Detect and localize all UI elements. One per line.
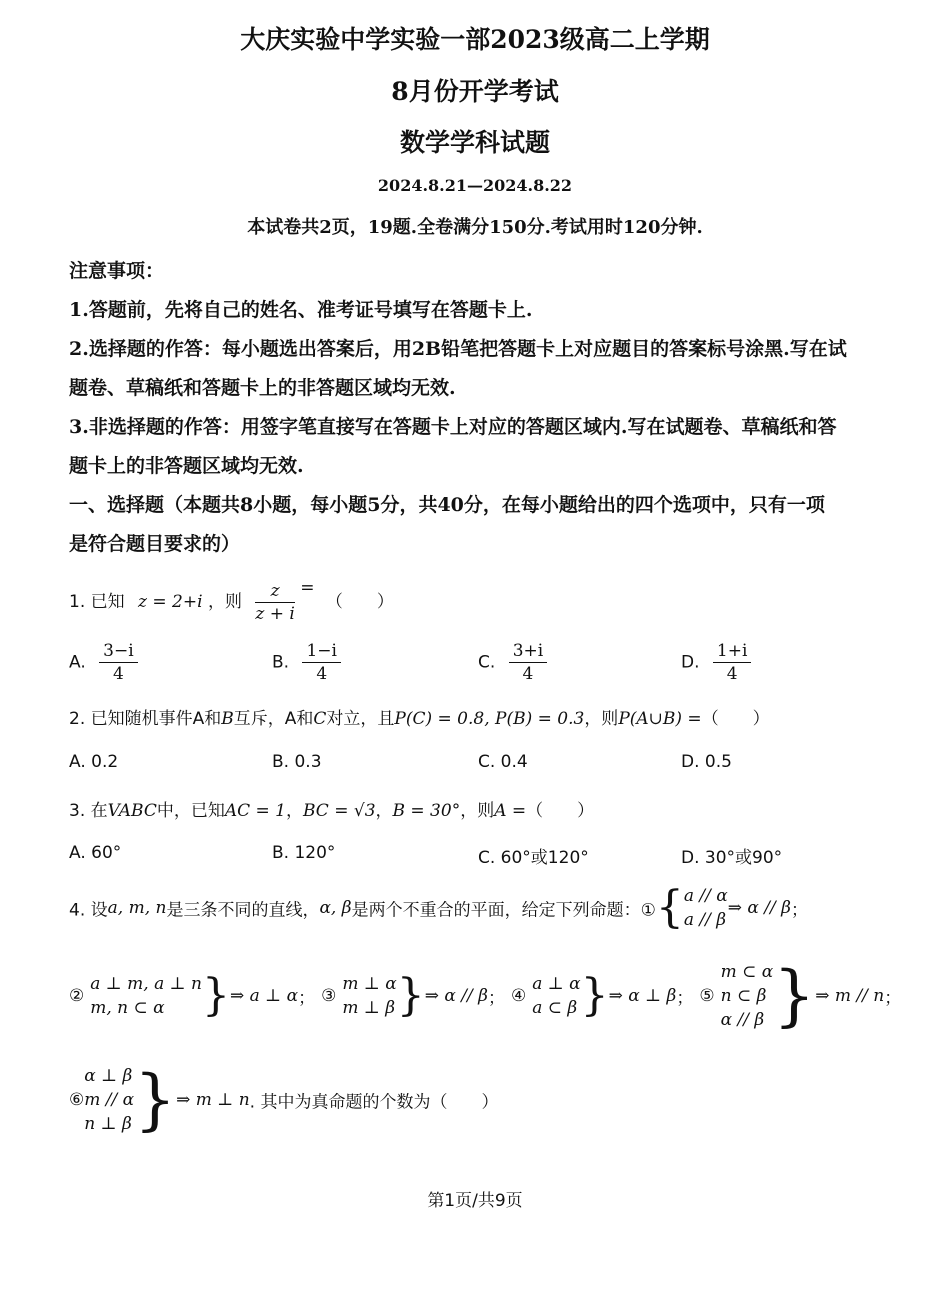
- q2-option-c[interactable]: C. 0.4: [478, 752, 528, 772]
- q1-fraction: [255, 580, 294, 625]
- question-1: [69, 578, 394, 625]
- q1-option-b[interactable]: B. $\frac{1-i}{4}$: [272, 640, 341, 685]
- q2-option-d[interactable]: D. 0.5: [681, 752, 732, 772]
- note-1: 1.答题前，先将自己的姓名、准考证号填写在答题卡上.: [69, 299, 533, 321]
- q2-target: P(A∪B) =: [618, 709, 702, 729]
- q3-option-d[interactable]: D. 30°或90°: [681, 848, 783, 868]
- note-3-line-1: 3.非选择题的作答：用签字笔直接写在答题卡上对应的答题区域内.写在试题卷、草稿纸和答: [69, 416, 837, 438]
- note-2-line-2: 题卷、草稿纸和答题卡上的非答题区域均无效.: [69, 377, 456, 399]
- q1-given: z = 2+i: [138, 592, 203, 612]
- q2-option-a[interactable]: A. 0.2: [69, 752, 119, 772]
- brace-right-icon: }: [773, 957, 816, 1034]
- brace-right-icon: }: [134, 1061, 177, 1138]
- brace-right-icon: }: [202, 970, 230, 1021]
- brace-right-icon: }: [580, 970, 609, 1021]
- q1-option-d[interactable]: D. $\frac{1+i}{4}$: [681, 640, 751, 685]
- q3-option-b[interactable]: B. 120°: [272, 843, 336, 863]
- q1-frac-den: z + i: [255, 603, 295, 624]
- exam-subject: 数学学科试题: [399, 128, 550, 157]
- q1-mid: ，则: [207, 592, 242, 612]
- q4-p2-system: a ⊥ m, a ⊥ n m, n ⊂ α: [90, 974, 202, 1018]
- section-1-heading-line-2: 是符合题目要求的）: [69, 533, 241, 555]
- q1-blank: （ ）: [325, 592, 394, 612]
- question-2: 2. 已知随机事件A和B互斥，A和C对立，且P(C) = 0.8, P(B) = 0.3，则P(A∪B) =（ ）: [69, 709, 770, 729]
- exam-summary: 本试卷共2页，19题.全卷满分150分.考试用时120分钟.: [247, 217, 703, 238]
- note-2-line-1: 2.选择题的作答：每小题选出答案后，用2B铅笔把答题卡上对应题目的答案标号涂黑.写在试: [69, 338, 847, 360]
- q1-frac-num: z: [255, 580, 294, 603]
- exam-subtitle: 8月份开学考试: [391, 77, 559, 106]
- q1-prefix: 1. 已知: [69, 592, 125, 612]
- section-1-heading-line-1: 一、选择题（本题共8小题，每小题5分，共40分，在每小题给出的四个选项中，只有一项: [69, 494, 825, 516]
- brace-right-icon: }: [396, 970, 425, 1021]
- q3-option-c[interactable]: C. 60°或120°: [478, 848, 589, 868]
- q3-triangle: VABC: [107, 801, 157, 821]
- q1-option-a[interactable]: A. $\frac{3-i}{4}$: [69, 640, 138, 685]
- q4-p4-system: a ⊥ α a ⊂ β: [532, 974, 581, 1018]
- brace-left-icon: {: [655, 882, 684, 933]
- note-3-line-2: 题卡上的非答题区域均无效.: [69, 455, 304, 477]
- q2-option-b[interactable]: B. 0.3: [272, 752, 322, 772]
- notes-heading: 注意事项：: [69, 260, 165, 282]
- page-footer: 第1页/共9页: [427, 1191, 523, 1211]
- q3-option-a[interactable]: A. 60°: [69, 843, 122, 863]
- q2-condition: P(C) = 0.8, P(B) = 0.3: [394, 709, 585, 729]
- q4-p5-system: m ⊂ α n ⊂ β α // β: [720, 962, 774, 1030]
- question-4-line-3: ⑥ α ⊥ β m // α n ⊥ β }⇒ m ⊥ n. 其中为真命题的个数为（ ）: [69, 1061, 499, 1138]
- exam-date: 2024.8.21—2024.8.22: [377, 176, 573, 195]
- question-4-line-1: 4. 设a, m, n是三条不同的直线，α, β是两个不重合的平面，给定下列命题：①{ a // α a // β ⇒ α // β；: [69, 882, 808, 933]
- question-3: 3. 在VABC中，已知AC = 1，BC = √3，B = 30°，则A =（ ）: [69, 801, 595, 821]
- q4-p6-system: α ⊥ β m // α n ⊥ β: [84, 1066, 135, 1134]
- q4-p3-system: m ⊥ α m ⊥ β: [342, 974, 397, 1018]
- q4-p1-system: a // α a // β: [683, 886, 728, 930]
- question-4-line-2: ② a ⊥ m, a ⊥ n m, n ⊂ α }⇒ a ⊥ α； ③ m ⊥ α m ⊥ β }⇒ α // β； ④ a ⊥ α a ⊂ β }⇒ α ⊥ β； ⑤ m ⊂ α n ⊂ β α // β }⇒ m // n；: [69, 957, 902, 1034]
- exam-title: 大庆实验中学实验一部2023级高二上学期: [240, 25, 710, 54]
- q1-equals: =: [300, 578, 315, 598]
- q1-option-c[interactable]: C. $\frac{3+i}{4}$: [478, 640, 547, 685]
